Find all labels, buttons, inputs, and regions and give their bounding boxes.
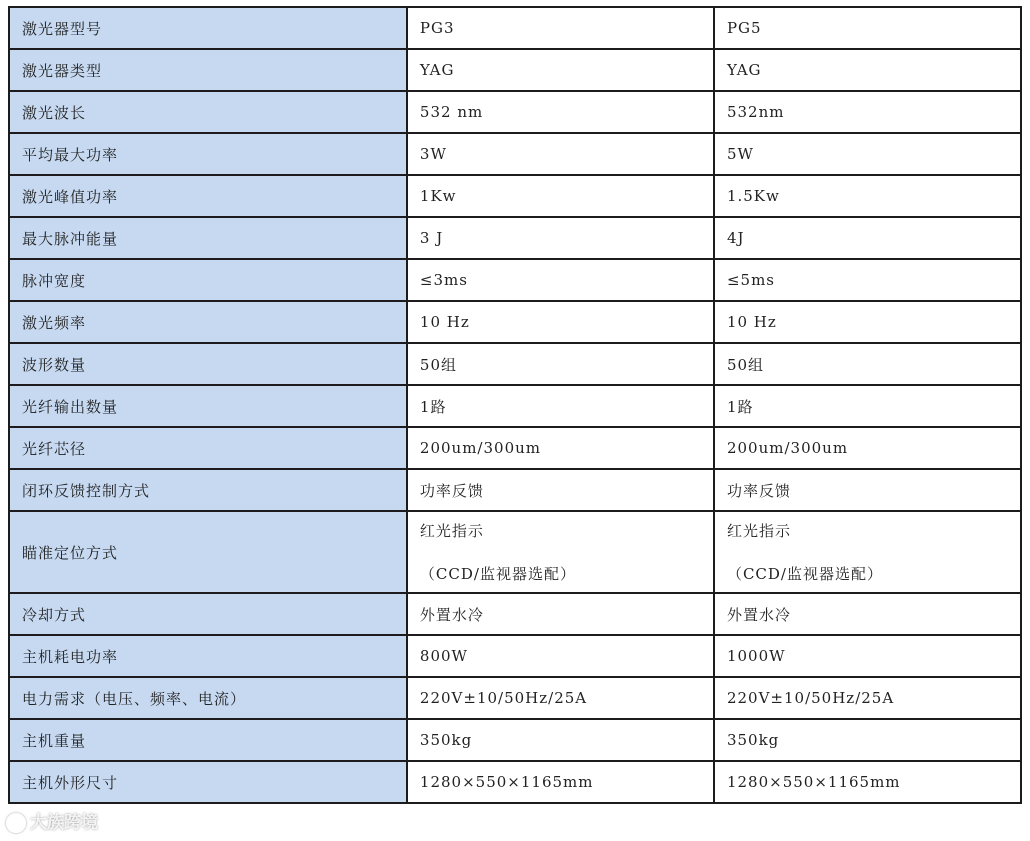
pg3-value: 50组: [407, 343, 714, 385]
table-row: [9, 719, 1021, 761]
table-row: [9, 259, 1021, 301]
pg3-value: 532 nm: [407, 91, 714, 133]
pg3-value: 3 J: [407, 217, 714, 259]
pg5-value: 1.5Kw: [714, 175, 1021, 217]
row-label: 最大脉冲能量: [9, 217, 407, 259]
pg5-value: [714, 511, 1021, 593]
row-label: 激光波长: [9, 91, 407, 133]
pg5-value: YAG: [714, 49, 1021, 91]
row-label: 光纤芯径: [9, 427, 407, 469]
pg5-value: 1路: [714, 385, 1021, 427]
row-label: 闭环反馈控制方式: [9, 469, 407, 511]
table-row: [9, 49, 1021, 91]
table-row: [9, 593, 1021, 635]
pg5-value: 10 Hz: [714, 301, 1021, 343]
pg3-value: 800W: [407, 635, 714, 677]
pg5-value: 200um/300um: [714, 427, 1021, 469]
row-label: 激光峰值功率: [9, 175, 407, 217]
pg3-value: 1280×550×1165mm: [407, 761, 714, 803]
row-label: 波形数量: [9, 343, 407, 385]
pg3-value: ≤3ms: [407, 259, 714, 301]
row-label: 主机外形尺寸: [9, 761, 407, 803]
table-row: [9, 677, 1021, 719]
pg3-value: 350kg: [407, 719, 714, 761]
table-row: [9, 469, 1021, 511]
pg5-value-line2: （CCD/监视器选配）: [726, 565, 883, 583]
pg5-value: PG5: [714, 7, 1021, 49]
pg5-value: 350kg: [714, 719, 1021, 761]
row-label: 光纤输出数量: [9, 385, 407, 427]
row-label: 冷却方式: [9, 593, 407, 635]
table-row: [9, 91, 1021, 133]
pg5-value: 1000W: [714, 635, 1021, 677]
pg3-value: 220V±10/50Hz/25A: [407, 677, 714, 719]
row-label: 主机重量: [9, 719, 407, 761]
pg5-value: 220V±10/50Hz/25A: [714, 677, 1021, 719]
pg3-value: 外置水冷: [407, 593, 714, 635]
table-row: [9, 175, 1021, 217]
pg5-value: 功率反馈: [714, 469, 1021, 511]
pg3-value-line2: （CCD/监视器选配）: [419, 565, 576, 583]
row-label: 激光频率: [9, 301, 407, 343]
watermark-text: 大族跨境: [30, 813, 98, 833]
pg5-value: ≤5ms: [714, 259, 1021, 301]
watermark-logo-icon: [6, 813, 26, 833]
row-label: 激光器型号: [9, 7, 407, 49]
table-row: [9, 761, 1021, 803]
pg3-value: 200um/300um: [407, 427, 714, 469]
pg3-value: 功率反馈: [407, 469, 714, 511]
pg5-value-line1: 红光指示: [726, 522, 791, 540]
watermark: [6, 808, 98, 833]
table-row: [9, 7, 1021, 49]
pg5-value: 532nm: [714, 91, 1021, 133]
pg3-value: 3W: [407, 133, 714, 175]
spec-table: [8, 6, 1022, 804]
pg5-value: 50组: [714, 343, 1021, 385]
row-label: 电力需求（电压、频率、电流）: [9, 677, 407, 719]
row-label: 平均最大功率: [9, 133, 407, 175]
table-row: [9, 635, 1021, 677]
pg3-value: PG3: [407, 7, 714, 49]
table-row: [9, 511, 1021, 593]
pg3-value: 1路: [407, 385, 714, 427]
pg3-value-line1: 红光指示: [419, 522, 484, 540]
table-row: [9, 427, 1021, 469]
row-label: 脉冲宽度: [9, 259, 407, 301]
pg3-value: [407, 511, 714, 593]
pg5-value: 外置水冷: [714, 593, 1021, 635]
pg5-value: 5W: [714, 133, 1021, 175]
row-label: 瞄准定位方式: [9, 511, 407, 593]
table-row: [9, 301, 1021, 343]
pg5-value: 1280×550×1165mm: [714, 761, 1021, 803]
table-row: [9, 217, 1021, 259]
table-row: [9, 133, 1021, 175]
pg3-value: 1Kw: [407, 175, 714, 217]
table-row: [9, 385, 1021, 427]
pg5-value: 4J: [714, 217, 1021, 259]
row-label: 主机耗电功率: [9, 635, 407, 677]
pg3-value: 10 Hz: [407, 301, 714, 343]
table-row: [9, 343, 1021, 385]
row-label: 激光器类型: [9, 49, 407, 91]
pg3-value: YAG: [407, 49, 714, 91]
